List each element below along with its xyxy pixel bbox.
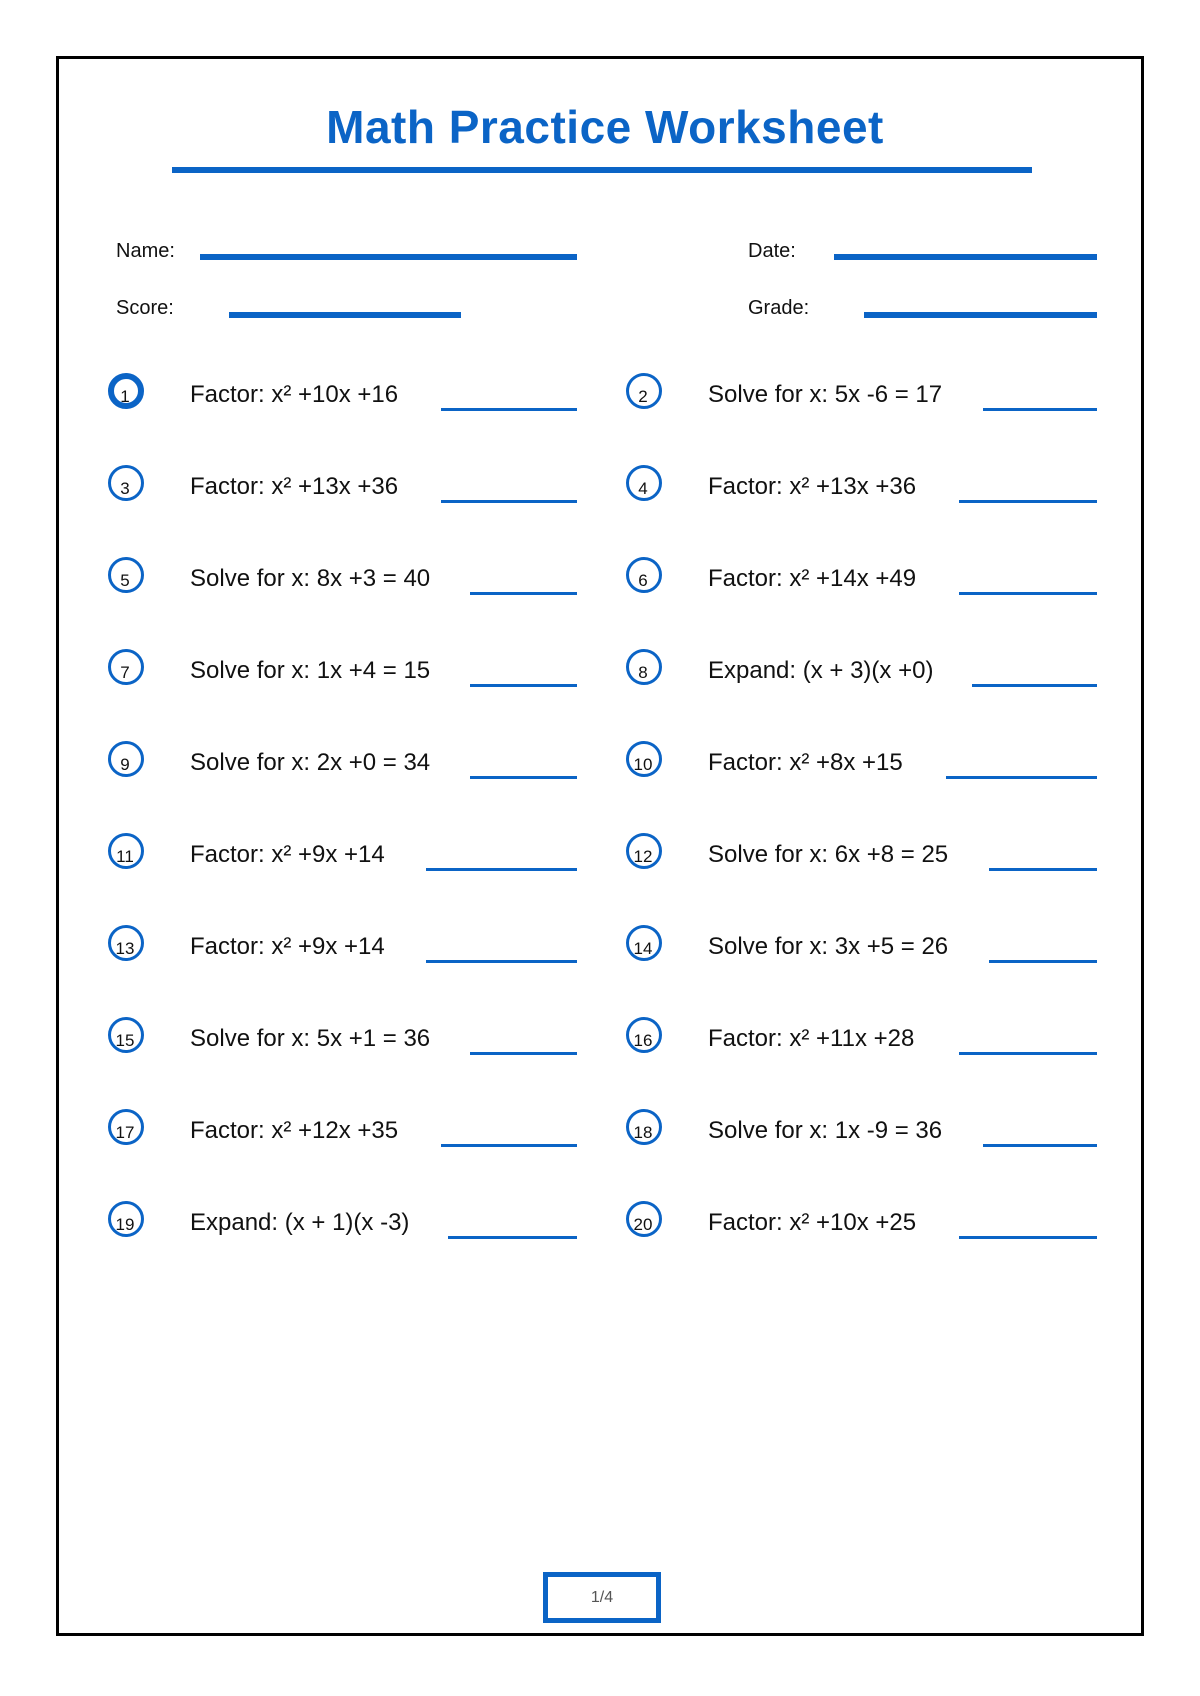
problem-item bbox=[626, 925, 1097, 965]
date-label: Date: bbox=[748, 240, 796, 262]
problem-item bbox=[626, 1201, 1097, 1241]
problem-text: Factor: x² +10x +25 bbox=[708, 1209, 917, 1236]
answer-line[interactable] bbox=[946, 776, 1097, 779]
title-underline bbox=[172, 167, 1032, 173]
problem-number-badge: 1 bbox=[108, 373, 144, 409]
problem-item bbox=[108, 557, 577, 597]
problem-number-badge: 4 bbox=[626, 465, 662, 501]
problem-number-badge: 15 bbox=[108, 1017, 144, 1053]
answer-line[interactable] bbox=[441, 500, 577, 503]
answer-line[interactable] bbox=[959, 592, 1097, 595]
problem-text: Solve for x: 6x +8 = 25 bbox=[708, 841, 949, 868]
problem-number-badge: 3 bbox=[108, 465, 144, 501]
problem-item bbox=[108, 1109, 577, 1149]
answer-line[interactable] bbox=[959, 1236, 1097, 1239]
problem-text: Solve for x: 3x +5 = 26 bbox=[708, 933, 949, 960]
problem-item bbox=[626, 1017, 1097, 1057]
problem-number-badge: 11 bbox=[108, 833, 144, 869]
answer-line[interactable] bbox=[441, 408, 577, 411]
problem-item bbox=[626, 557, 1097, 597]
problem-text: Solve for x: 5x -6 = 17 bbox=[708, 381, 943, 408]
problem-text: Factor: x² +13x +36 bbox=[190, 473, 399, 500]
problem-number-badge: 16 bbox=[626, 1017, 662, 1053]
answer-line[interactable] bbox=[959, 500, 1097, 503]
problem-item bbox=[626, 649, 1097, 689]
worksheet-title: Math Practice Worksheet bbox=[326, 101, 884, 153]
grade-field[interactable] bbox=[864, 312, 1097, 318]
problem-number-badge: 19 bbox=[108, 1201, 144, 1237]
answer-line[interactable] bbox=[470, 592, 577, 595]
problem-text: Expand: (x + 3)(x +0) bbox=[708, 657, 934, 684]
score-label: Score: bbox=[116, 297, 174, 319]
problem-item bbox=[626, 741, 1097, 781]
problem-text: Expand: (x + 1)(x -3) bbox=[190, 1209, 410, 1236]
problem-item bbox=[626, 833, 1097, 873]
answer-line[interactable] bbox=[972, 684, 1097, 687]
answer-line[interactable] bbox=[426, 960, 577, 963]
problem-item bbox=[108, 925, 577, 965]
problem-number-badge: 7 bbox=[108, 649, 144, 685]
problem-text: Factor: x² +11x +28 bbox=[708, 1025, 915, 1052]
answer-line[interactable] bbox=[983, 1144, 1097, 1147]
problem-number-badge: 14 bbox=[626, 925, 662, 961]
problem-text: Solve for x: 1x +4 = 15 bbox=[190, 657, 431, 684]
problem-text: Factor: x² +12x +35 bbox=[190, 1117, 399, 1144]
problem-text: Factor: x² +8x +15 bbox=[708, 749, 903, 776]
name-label: Name: bbox=[116, 240, 175, 262]
answer-line[interactable] bbox=[989, 868, 1097, 871]
answer-line[interactable] bbox=[470, 684, 577, 687]
problem-number-badge: 2 bbox=[626, 373, 662, 409]
problem-item bbox=[108, 1017, 577, 1057]
grade-label: Grade: bbox=[748, 297, 810, 319]
answer-line[interactable] bbox=[448, 1236, 577, 1239]
problem-number-badge: 12 bbox=[626, 833, 662, 869]
problem-item bbox=[108, 833, 577, 873]
problem-item bbox=[108, 649, 577, 689]
problem-text: Factor: x² +9x +14 bbox=[190, 841, 385, 868]
problem-number-badge: 5 bbox=[108, 557, 144, 593]
answer-line[interactable] bbox=[983, 408, 1097, 411]
name-field[interactable] bbox=[200, 254, 577, 260]
answer-line[interactable] bbox=[441, 1144, 577, 1147]
problem-item bbox=[108, 741, 577, 781]
answer-line[interactable] bbox=[989, 960, 1097, 963]
problem-number-badge: 8 bbox=[626, 649, 662, 685]
problem-number-badge: 17 bbox=[108, 1109, 144, 1145]
problem-text: Factor: x² +10x +16 bbox=[190, 381, 399, 408]
problem-item bbox=[108, 465, 577, 505]
answer-line[interactable] bbox=[426, 868, 577, 871]
problem-item bbox=[626, 1109, 1097, 1149]
score-field[interactable] bbox=[229, 312, 461, 318]
problem-item bbox=[108, 373, 577, 413]
problem-number-badge: 20 bbox=[626, 1201, 662, 1237]
problem-text: Solve for x: 1x -9 = 36 bbox=[708, 1117, 943, 1144]
problem-text: Solve for x: 2x +0 = 34 bbox=[190, 749, 431, 776]
problem-number-badge: 10 bbox=[626, 741, 662, 777]
problem-number-badge: 13 bbox=[108, 925, 144, 961]
problem-number-badge: 6 bbox=[626, 557, 662, 593]
problem-text: Solve for x: 8x +3 = 40 bbox=[190, 565, 431, 592]
answer-line[interactable] bbox=[470, 1052, 577, 1055]
problem-text: Factor: x² +9x +14 bbox=[190, 933, 385, 960]
answer-line[interactable] bbox=[470, 776, 577, 779]
problem-number-badge: 18 bbox=[626, 1109, 662, 1145]
problem-text: Solve for x: 5x +1 = 36 bbox=[190, 1025, 431, 1052]
problem-item bbox=[108, 1201, 577, 1241]
problem-text: Factor: x² +14x +49 bbox=[708, 565, 917, 592]
page-indicator: 1/4 bbox=[543, 1572, 661, 1623]
problem-item bbox=[626, 465, 1097, 505]
problem-number-badge: 9 bbox=[108, 741, 144, 777]
date-field[interactable] bbox=[834, 254, 1097, 260]
problem-text: Factor: x² +13x +36 bbox=[708, 473, 917, 500]
problem-item bbox=[626, 373, 1097, 413]
answer-line[interactable] bbox=[959, 1052, 1097, 1055]
